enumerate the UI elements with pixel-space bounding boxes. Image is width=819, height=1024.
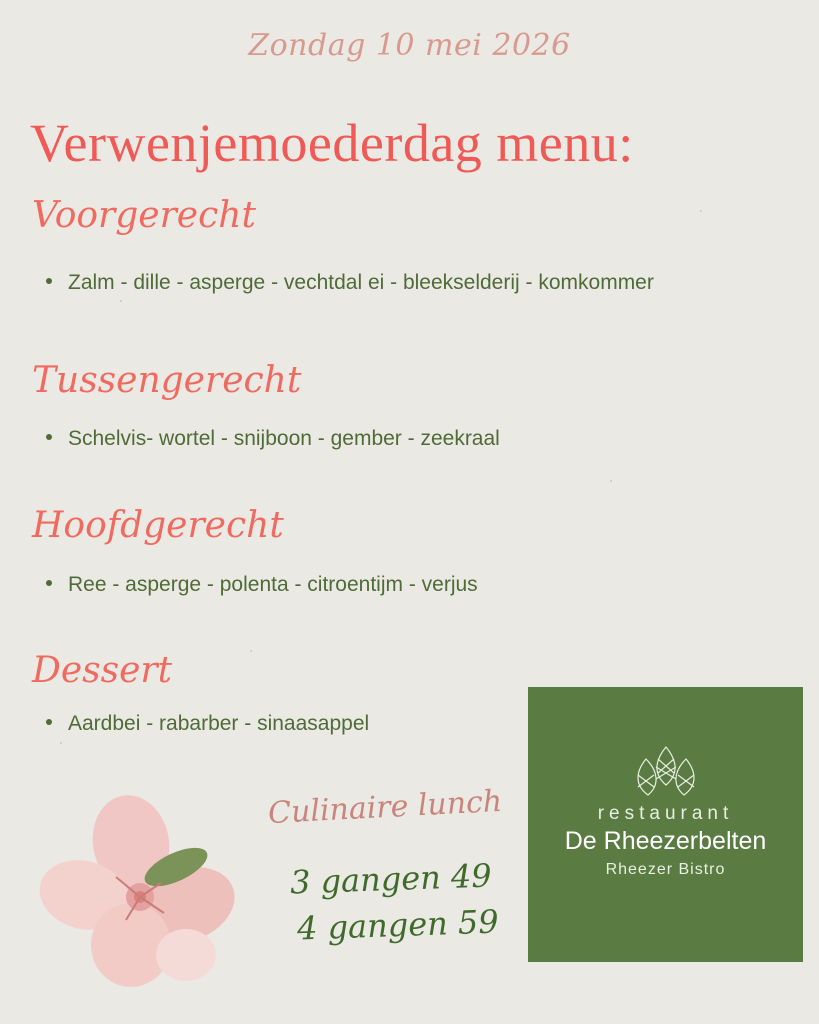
lunch-title: Culinaire lunch [267, 783, 504, 832]
paper-speck [700, 210, 702, 212]
dish-voorgerecht [46, 271, 654, 295]
bullet-icon [46, 278, 52, 284]
dish-tussengerecht [46, 427, 500, 451]
paper-speck [250, 650, 252, 652]
flower-illustration [36, 795, 246, 995]
pine-cone-logo-mark [628, 745, 704, 799]
logo-line-name: De Rheezerbelten [564, 827, 767, 855]
dish-text: Aardbei - rabarber - sinaasappel [68, 712, 370, 735]
logo-line-restaurant: restaurant [597, 803, 734, 824]
event-date: Zondag 10 mei 2026 [248, 28, 571, 63]
paper-speck [610, 480, 612, 482]
restaurant-logo [528, 687, 803, 962]
dish-hoofdgerecht [46, 573, 478, 597]
bullet-icon [46, 580, 52, 586]
section-heading-hoofdgerecht: Hoofdgerecht [32, 505, 284, 546]
bullet-icon [46, 434, 52, 440]
paper-speck [60, 742, 62, 744]
dish-text: Ree - asperge - polenta - citroentijm - verjus [68, 573, 478, 596]
price-3-courses: 3 gangen 49 [289, 856, 493, 902]
dish-text: Schelvis- wortel - snijboon - gember - zeekraal [68, 427, 500, 450]
section-heading-voorgerecht: Voorgerecht [32, 195, 256, 236]
dish-dessert [46, 712, 369, 736]
dish-text: Zalm - dille - asperge - vechtdal ei - bleekselderij - komkommer [68, 271, 654, 294]
section-heading-tussengerecht: Tussengerecht [32, 360, 302, 401]
paper-speck [120, 300, 122, 302]
menu-title: Verwenjemoederdag menu: [30, 113, 634, 173]
logo-line-bistro: Rheezer Bistro [605, 861, 726, 878]
bullet-icon [46, 719, 52, 725]
section-heading-dessert: Dessert [32, 650, 173, 691]
price-4-courses: 4 gangen 59 [296, 902, 500, 948]
